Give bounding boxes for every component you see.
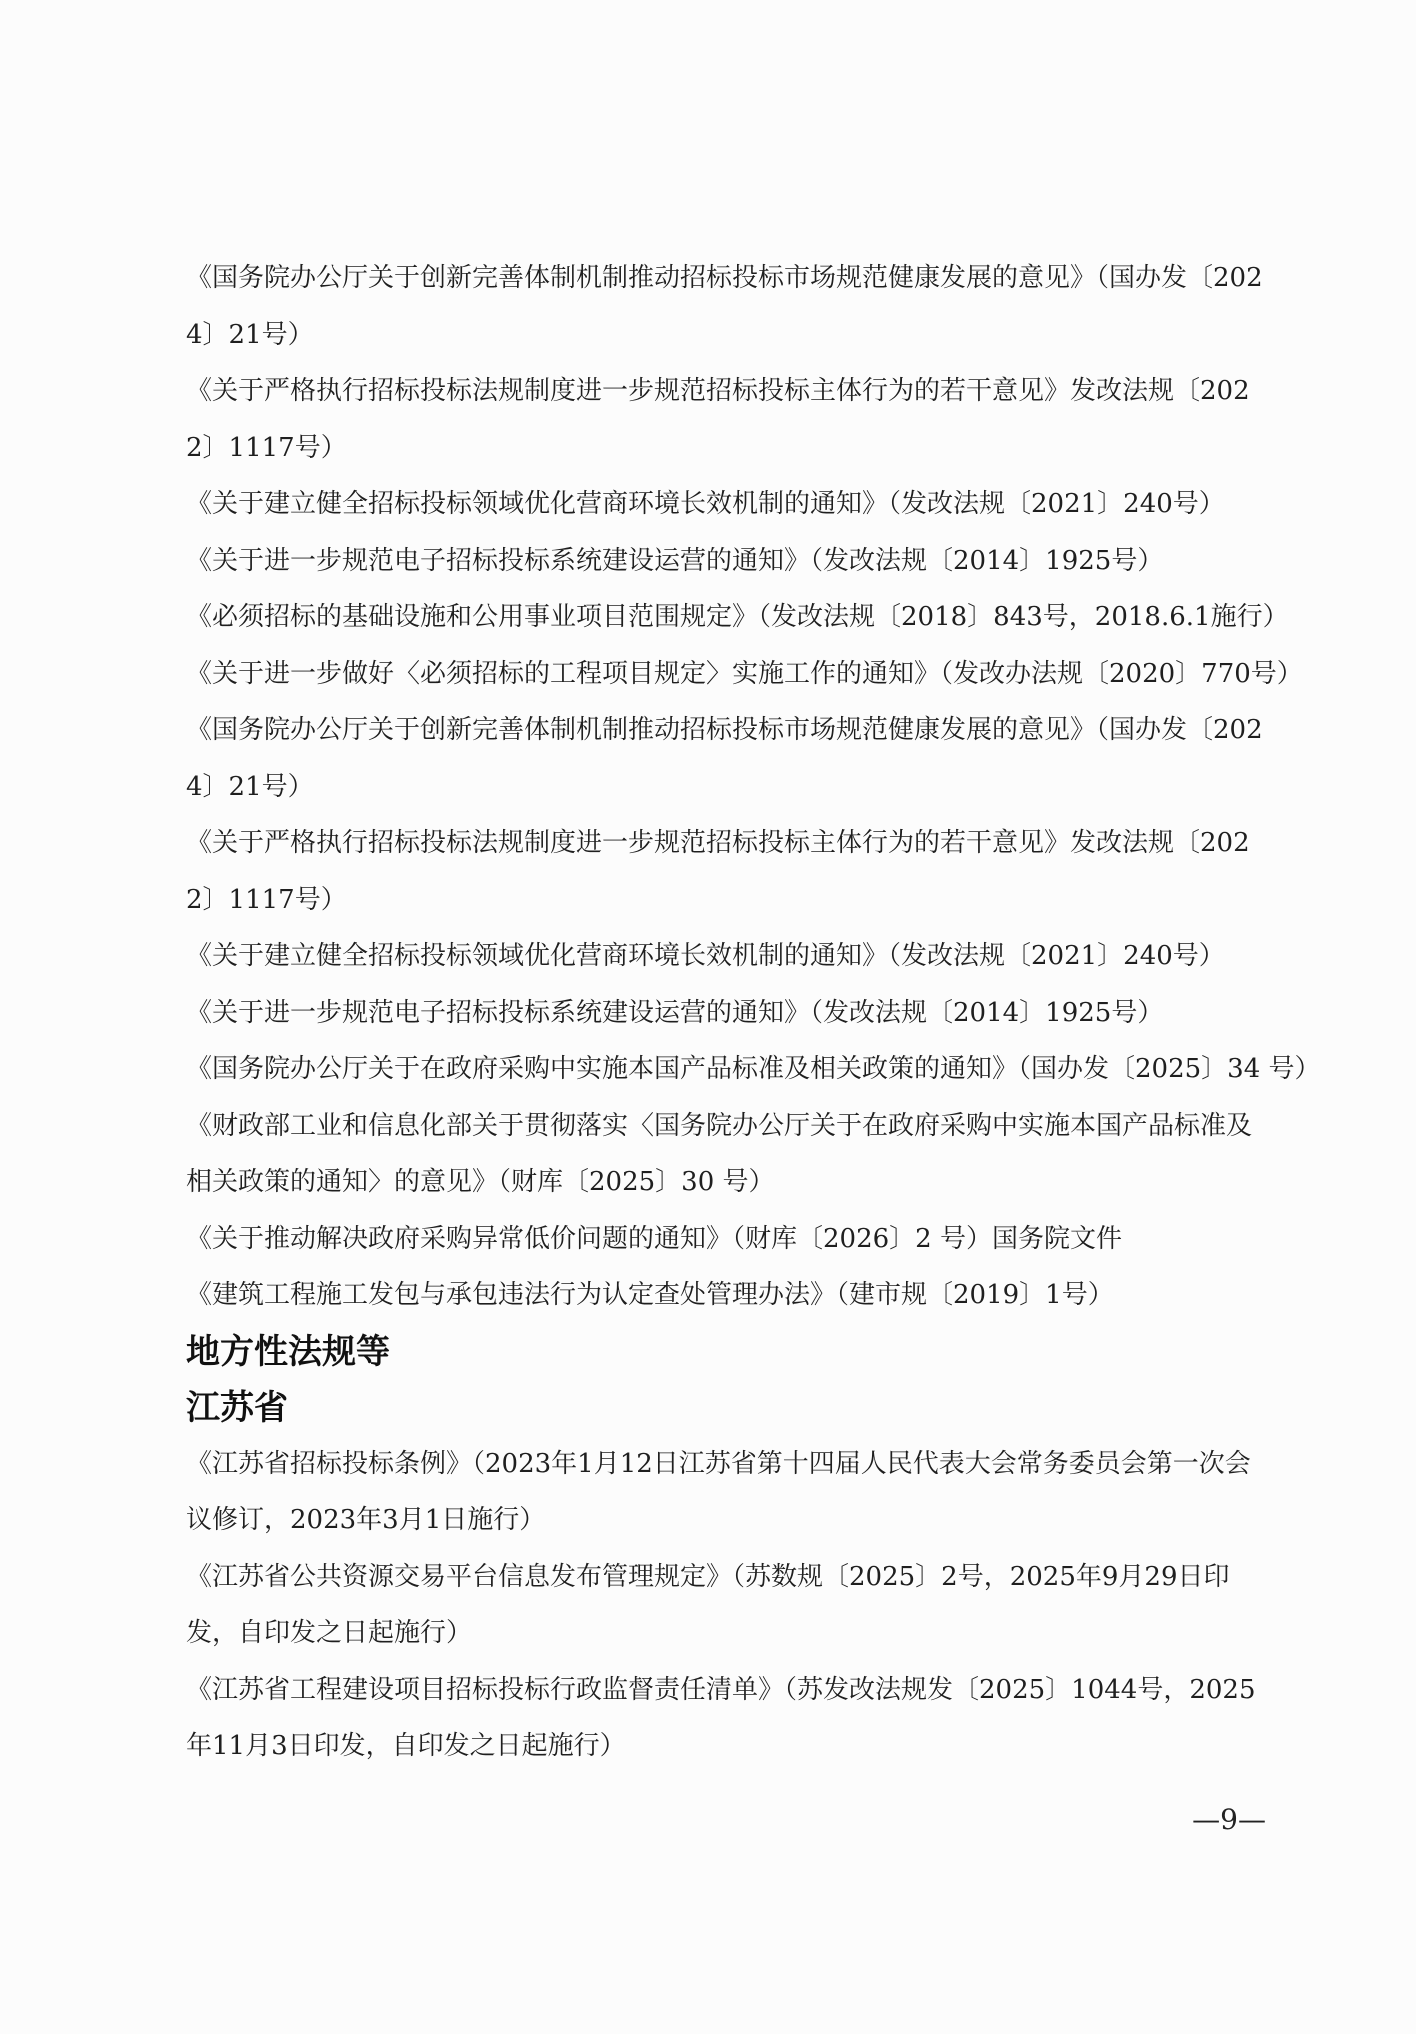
- regulation-item: 《国务院办公厅关于创新完善体制机制推动招标投标市场规范健康发展的意见》（国办发〔2024〕21号）: [186, 715, 1263, 802]
- regulation-item: 《关于严格执行招标投标法规制度进一步规范招标投标主体行为的若干意见》发改法规〔2022〕1117号）: [186, 376, 1250, 463]
- regulation-item: 《关于进一步做好〈必须招标的工程项目规定〉实施工作的通知》（发改办法规〔2020〕770号）: [186, 658, 1303, 689]
- regulation-item: 《财政部工业和信息化部关于贯彻落实〈国务院办公厅关于在政府采购中实施本国产品标准及相关政策的通知〉的意见》（财库〔2025〕30 号）: [186, 1110, 1253, 1197]
- regulation-item: 《关于严格执行招标投标法规制度进一步规范招标投标主体行为的若干意见》发改法规〔2022〕1117号）: [186, 828, 1250, 915]
- regulation-item: 《关于建立健全招标投标领域优化营商环境长效机制的通知》（发改法规〔2021〕240号）: [186, 489, 1225, 519]
- section-heading-local: 地方性法规等: [186, 1331, 390, 1372]
- regulation-item: 《关于推动解决政府采购异常低价问题的通知》（财库〔2026〕2 号）国务院文件: [186, 1223, 1122, 1254]
- regulation-item: 《必须招标的基础设施和公用事业项目范围规定》（发改法规〔2018〕843号，2018.6.1施行）: [186, 602, 1289, 632]
- regulation-item: 《江苏省公共资源交易平台信息发布管理规定》（苏数规〔2025〕2号，2025年9月29日印发，自印发之日起施行）: [186, 1561, 1230, 1648]
- regulation-item: 《关于进一步规范电子招标投标系统建设运营的通知》（发改法规〔2014〕1925号）: [186, 997, 1164, 1028]
- regulation-item: 《江苏省招标投标条例》（2023年1月12日江苏省第十四届人民代表大会常务委员会第一次会议修订，2023年3月1日施行）: [186, 1448, 1251, 1535]
- regulation-item: 《关于建立健全招标投标领域优化营商环境长效机制的通知》（发改法规〔2021〕240号）: [186, 941, 1225, 971]
- page-number: —9—: [1192, 1803, 1266, 1836]
- regulation-item: 《国务院办公厅关于创新完善体制机制推动招标投标市场规范健康发展的意见》（国办发〔2024〕21号）: [186, 263, 1263, 350]
- regulation-item: 《江苏省工程建设项目招标投标行政监督责任清单》（苏发改法规发〔2025〕1044号，2025年11月3日印发，自印发之日起施行）: [186, 1674, 1256, 1761]
- regulation-item: 《建筑工程施工发包与承包违法行为认定查处管理办法》（建市规〔2019〕1号）: [186, 1280, 1114, 1310]
- section-heading-province: 江苏省: [186, 1387, 288, 1428]
- regulation-item: 《关于进一步规范电子招标投标系统建设运营的通知》（发改法规〔2014〕1925号）: [186, 545, 1164, 576]
- regulation-item: 《国务院办公厅关于在政府采购中实施本国产品标准及相关政策的通知》（国办发〔2025〕34 号）: [186, 1054, 1321, 1084]
- page-content: [186, 250, 1321, 1775]
